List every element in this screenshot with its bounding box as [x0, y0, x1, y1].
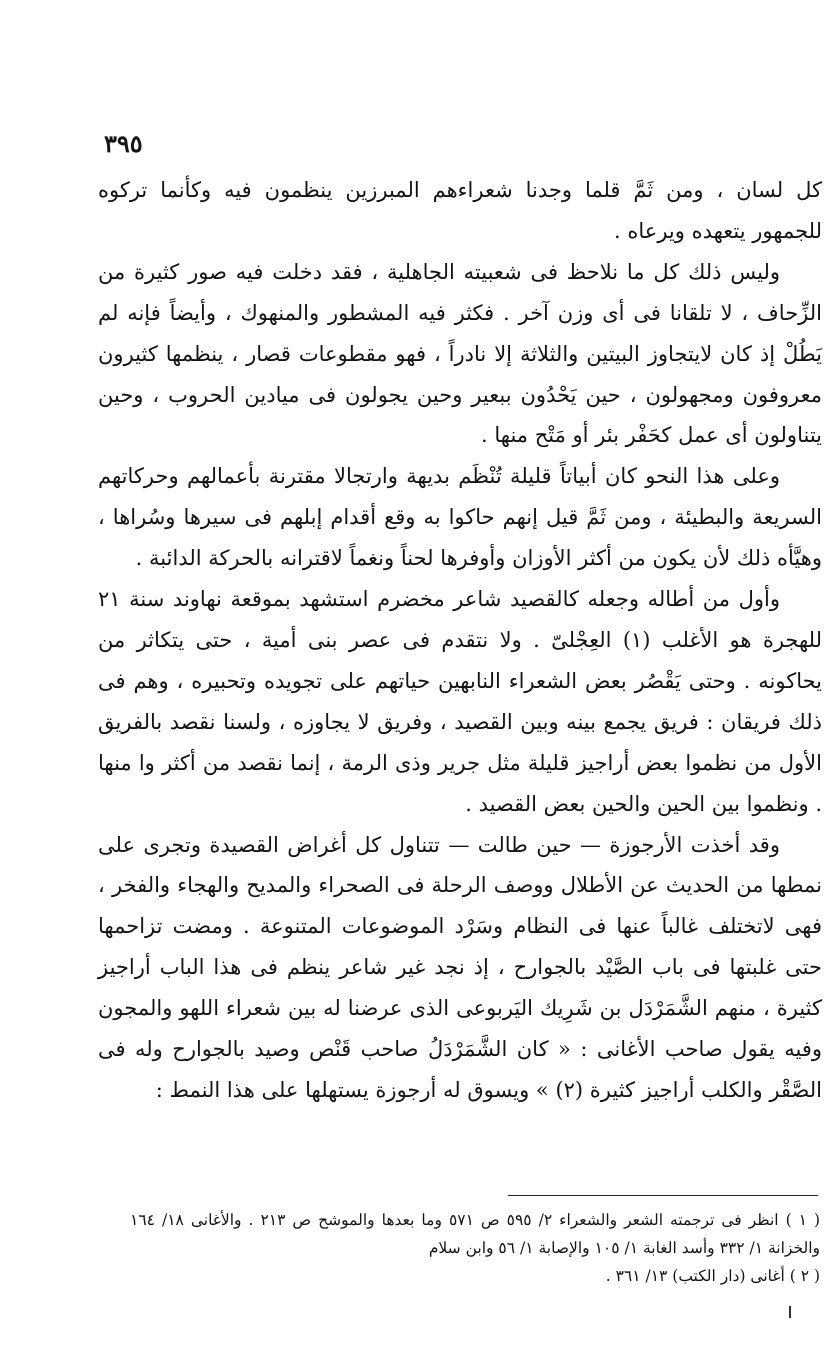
paragraph-1: كل لسان ، ومن ثَمَّ قلما وجدنا شعراءهم المبرزين ينظمون فيه وكأنما تركوه للجمهور يتعهده ويرعاه . [98, 178, 822, 243]
paragraph-4: وأول من أطاله وجعله كالقصيد شاعر مخضرم استشهد بموقعة نهاوند سنة ٢١ للهجرة هو الأغلب (١) العِجْلىّ . ولا نتقدم فى عصر بنى أمية ، حتى يتكاثر من يحاكونه . وحتى يَقْصُر بعض الشعراء النابهين حياتهم على تجويده وتحبيره ، وهم فى ذلك فريقان : فريق يجمع بينه وبين القصيد ، وفريق لا يجاوزه ، ولسنا نقصد بالفريق الأول من نظموا بعض أراجيز قليلة مثل جرير وذى الرمة ، إنما نقصد من أكثر وا منها . ونظموا بين الحين والحين بعض القصيد . [98, 587, 822, 816]
paragraph-2: وليس ذلك كل ما نلاحظ فى شعبيته الجاهلية ، فقد دخلت فيه صور كثيرة من الزِّحاف ، لا تلقانا فى أى وزن آخر . فكثر فيه المشطور والمنهوك ، وأيضاً فإنه لم يَطُلْ إذ كان لايتجاوز البيتين والثلاثة إلا نادراً ، فهو مقطوعات قصار ، ينظمها كثيرون معروفون ومجهولون ، حين يَحْدُون ببعير وحين يجولون فى ميادين الحروب ، وحين يتناولون أى عمل كحَفْر بئر أو مَتْح منها . [98, 259, 823, 448]
footnote-divider [508, 1195, 818, 1196]
margin-mark [789, 1306, 791, 1318]
paragraph-5: وقد أخذت الأرجوزة — حين طالت — تتناول كل أغراض القصيدة وتجرى على نمطها من الحديث عن الأطلال ووصف الرحلة فى الصحراء والمديح والهجاء والفخر ، فهى لاتختلف غالباً عنها فى النظام وسَرْد الموضوعات المتنوعة . ومضت تزاحمها حتى غلبتها فى باب الصَّيْد بالجوارح ، إذ نجد غير شاعر ينظم فى هذا الباب أراجيز كثيرة ، منهم الشَّمَرْدَل بن شَرِيك اليَربوعى الذى عرضنا له بين شعراء اللهو والمجون وفيه يقول صاحب الأغانى : « كان الشَّمَرْدَلُ صاحب قَنْص وصيد بالجوارح وله فى الصَّقْر والكلب أراجيز كثيرة (٢) » ويسوق له أرجوزة يستهلها على هذا النمط : [98, 832, 822, 1102]
main-text [98, 170, 822, 1111]
footnote-1: ( ١ ) انظر فى ترجمته الشعر والشعراء ٢/ ٥٩٥ ص ٥٧١ وما بعدها والموشح ص ٢١٣ . والأغانى ١٨/ ١٦٤ والخزانة ١/ ٣٣٢ وأسد الغابة ١/ ١٠٥ والإصابة ١/ ٥٦ وابن سلام [130, 1211, 820, 1257]
page-number: ٣٩٥ [104, 129, 143, 158]
footnote-2: ( ٢ ) أغانى (دار الكتب) ١٣/ ٣٦١ . [605, 1267, 820, 1285]
footnotes [130, 1206, 820, 1290]
paragraph-3: وعلى هذا النحو كان أبياتاً قليلة تُنْظَم بديهة وارتجالا مقترنة بأعمالهم وحركاتهم السريعة والبطيئة ، ومن ثَمَّ قيل إنهم حاكوا به وقع أقدام إبلهم فى سيرها وسُراها ، وهيَّأه ذلك لأن يكون من أكثر الأوزان وأوفرها لحناً ونغماً لاقترانه بالحركة الدائبة . [98, 464, 822, 571]
